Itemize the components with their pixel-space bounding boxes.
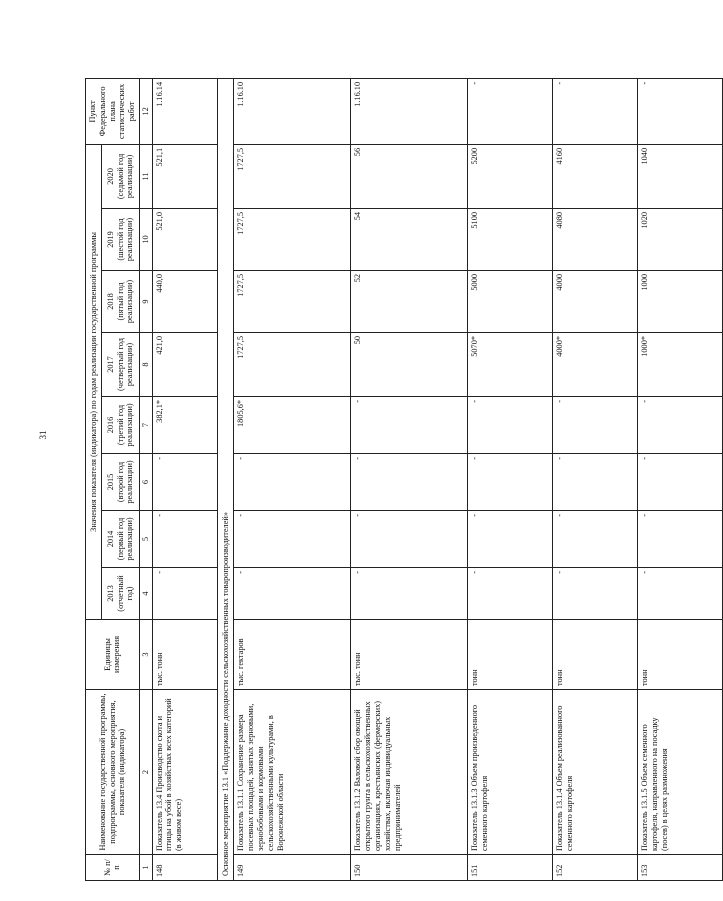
value-cell: 382,1* — [152, 397, 217, 454]
column-index-cell: 3 — [139, 620, 152, 690]
plan-point-cell: - — [468, 78, 553, 144]
value-cell: 5200 — [468, 144, 553, 208]
value-cell: 421,0 — [152, 333, 217, 397]
indicator-name: Показатель 13.1.2 Валовой сбор овощей открытого грунта в сельскохозяйственных организациях, крестьянских (фермерских) хозяйствах, включая индивидуальных предпринимателей — [351, 690, 468, 855]
value-cell: - — [638, 397, 723, 454]
value-cell: 521,1 — [152, 144, 217, 208]
column-index-cell: 6 — [139, 454, 152, 511]
value-cell: 5100 — [468, 209, 553, 271]
header-year-2014 — [102, 511, 140, 568]
row-number: 153 — [638, 855, 723, 881]
value-cell: - — [638, 454, 723, 511]
row-number: 151 — [468, 855, 553, 881]
header-year-note: (второй год реализации) — [115, 460, 135, 504]
header-year-label: 2016 — [105, 416, 115, 434]
rotated-page — [85, 79, 670, 881]
header-year-note: (третий год реализации) — [115, 403, 135, 447]
unit-cell: тыс. гектаров — [234, 620, 351, 690]
header-year-label: 2018 — [105, 293, 115, 310]
row-number: 149 — [234, 855, 351, 881]
header-year-label: 2017 — [105, 356, 115, 373]
header-year-note: (первый год реализации) — [115, 517, 135, 561]
header-year-2018 — [102, 271, 140, 333]
value-cell: 1727,5 — [234, 333, 351, 397]
plan-point-cell: 1.16.14 — [152, 78, 217, 144]
value-cell: - — [351, 511, 468, 568]
header-year-label: 2015 — [105, 473, 115, 491]
value-cell: - — [152, 568, 217, 620]
plan-point-cell: 1.16.10 — [234, 78, 351, 144]
value-cell: - — [351, 568, 468, 620]
value-cell: 54 — [351, 209, 468, 271]
header-year-2017 — [102, 333, 140, 397]
indicator-name: Показатель 13.1.4 Объем реализованного семенного картофеля — [553, 690, 638, 855]
header-year-label: 2019 — [105, 231, 115, 248]
header-values-group: Значения показателя (индикатора) по годам реализации государственной программы — [86, 144, 102, 619]
value-cell: - — [152, 454, 217, 511]
header-year-2013 — [102, 568, 140, 620]
unit-cell: тонн — [638, 620, 723, 690]
section-title: Основное мероприятие 13.1 «Поддержание доходности сельскохозяйственных товаропроизводителей» — [217, 78, 234, 880]
header-year-2020 — [102, 144, 140, 208]
page-number: 31 — [38, 430, 48, 440]
value-cell: - — [553, 511, 638, 568]
table-row — [351, 78, 468, 880]
column-index-cell: 9 — [139, 271, 152, 333]
indicators-table — [85, 78, 723, 881]
indicator-name: Показатель 13.4 Производство скота и птицы на убой в хозяйствах всех категорий (в живом весе) — [152, 690, 217, 855]
header-year-label: 2020 — [105, 168, 115, 185]
value-cell: 1727,5 — [234, 271, 351, 333]
header-year-note: (отчетный год) — [115, 575, 135, 612]
column-index-cell: 5 — [139, 511, 152, 568]
header-year-label: 2013 — [105, 585, 115, 602]
value-cell: 5070* — [468, 333, 553, 397]
table-row — [638, 78, 723, 880]
value-cell: 1020 — [638, 209, 723, 271]
value-cell: 1727,5 — [234, 144, 351, 208]
value-cell: 56 — [351, 144, 468, 208]
value-cell: 4160 — [553, 144, 638, 208]
column-index-cell: 1 — [139, 855, 152, 881]
column-index-cell: 7 — [139, 397, 152, 454]
column-index-cell: 10 — [139, 209, 152, 271]
value-cell: 1040 — [638, 144, 723, 208]
indicator-name: Показатель 13.1.5 Объем семенного картофеля, направленного на посадку (посев) в целях размножения — [638, 690, 723, 855]
plan-point-cell: - — [553, 78, 638, 144]
table-row — [468, 78, 553, 880]
header-year-note: (четвертый год реализации) — [115, 338, 135, 391]
row-number: 152 — [553, 855, 638, 881]
unit-cell: тыс. тонн — [351, 620, 468, 690]
value-cell: - — [638, 511, 723, 568]
header-year-2019 — [102, 209, 140, 271]
plan-point-cell: 1.16.10 — [351, 78, 468, 144]
column-index-cell: 4 — [139, 568, 152, 620]
table-row — [553, 78, 638, 880]
value-cell: - — [152, 511, 217, 568]
value-cell: 4000 — [553, 271, 638, 333]
value-cell: 1000 — [638, 271, 723, 333]
table-row — [234, 78, 351, 880]
column-index-cell: 8 — [139, 333, 152, 397]
header-year-2016 — [102, 397, 140, 454]
unit-cell: тонн — [553, 620, 638, 690]
table-row — [152, 78, 217, 880]
row-number: 148 — [152, 855, 217, 881]
value-cell: - — [351, 454, 468, 511]
value-cell: 1000* — [638, 333, 723, 397]
header-unit: Единицы измерения — [86, 620, 140, 690]
value-cell: - — [553, 568, 638, 620]
value-cell: - — [234, 454, 351, 511]
value-cell: - — [351, 397, 468, 454]
value-cell: - — [468, 454, 553, 511]
value-cell: - — [234, 511, 351, 568]
column-index-row — [139, 78, 152, 880]
value-cell: 4080 — [553, 209, 638, 271]
unit-cell: тыс. тонн — [152, 620, 217, 690]
indicator-name: Показатель 13.1.1 Сохранение размера посевных площадей, занятых зерновыми, зернобобовыми и кормовыми сельскохозяйственными культурами, в Воронежской области — [234, 690, 351, 855]
indicator-name: Показатель 13.1.3 Объем произведенного семенного картофеля — [468, 690, 553, 855]
header-year-label: 2014 — [105, 530, 115, 548]
value-cell: 521,0 — [152, 209, 217, 271]
value-cell: - — [638, 568, 723, 620]
header-year-2015 — [102, 454, 140, 511]
value-cell: 5000 — [468, 271, 553, 333]
header-year-note: (седьмой год реализации) — [115, 153, 135, 200]
value-cell: 440,0 — [152, 271, 217, 333]
value-cell: 50 — [351, 333, 468, 397]
column-index-cell: 12 — [139, 78, 152, 144]
header-row-top — [86, 78, 102, 880]
value-cell: 4000* — [553, 333, 638, 397]
header-year-note: (пятый год реализации) — [115, 279, 135, 324]
value-cell: - — [234, 568, 351, 620]
value-cell: 52 — [351, 271, 468, 333]
row-number: 150 — [351, 855, 468, 881]
header-year-note: (шестой год реализации) — [115, 217, 135, 262]
plan-point-cell: - — [638, 78, 723, 144]
value-cell: 1727,5 — [234, 209, 351, 271]
value-cell: - — [468, 397, 553, 454]
column-index-cell: 2 — [139, 690, 152, 855]
value-cell: 1805,6* — [234, 397, 351, 454]
value-cell: - — [553, 397, 638, 454]
value-cell: - — [553, 454, 638, 511]
value-cell: - — [468, 568, 553, 620]
header-name: Наименование государственной программы, подпрограммы, основного мероприятия, показателя (индикатора) — [86, 690, 140, 855]
column-index-cell: 11 — [139, 144, 152, 208]
value-cell: - — [468, 511, 553, 568]
section-row — [217, 78, 234, 880]
header-num: № п/п — [86, 855, 140, 881]
unit-cell: тонн — [468, 620, 553, 690]
header-plan-point: Пункт Федерального плана статистических работ — [86, 78, 140, 144]
